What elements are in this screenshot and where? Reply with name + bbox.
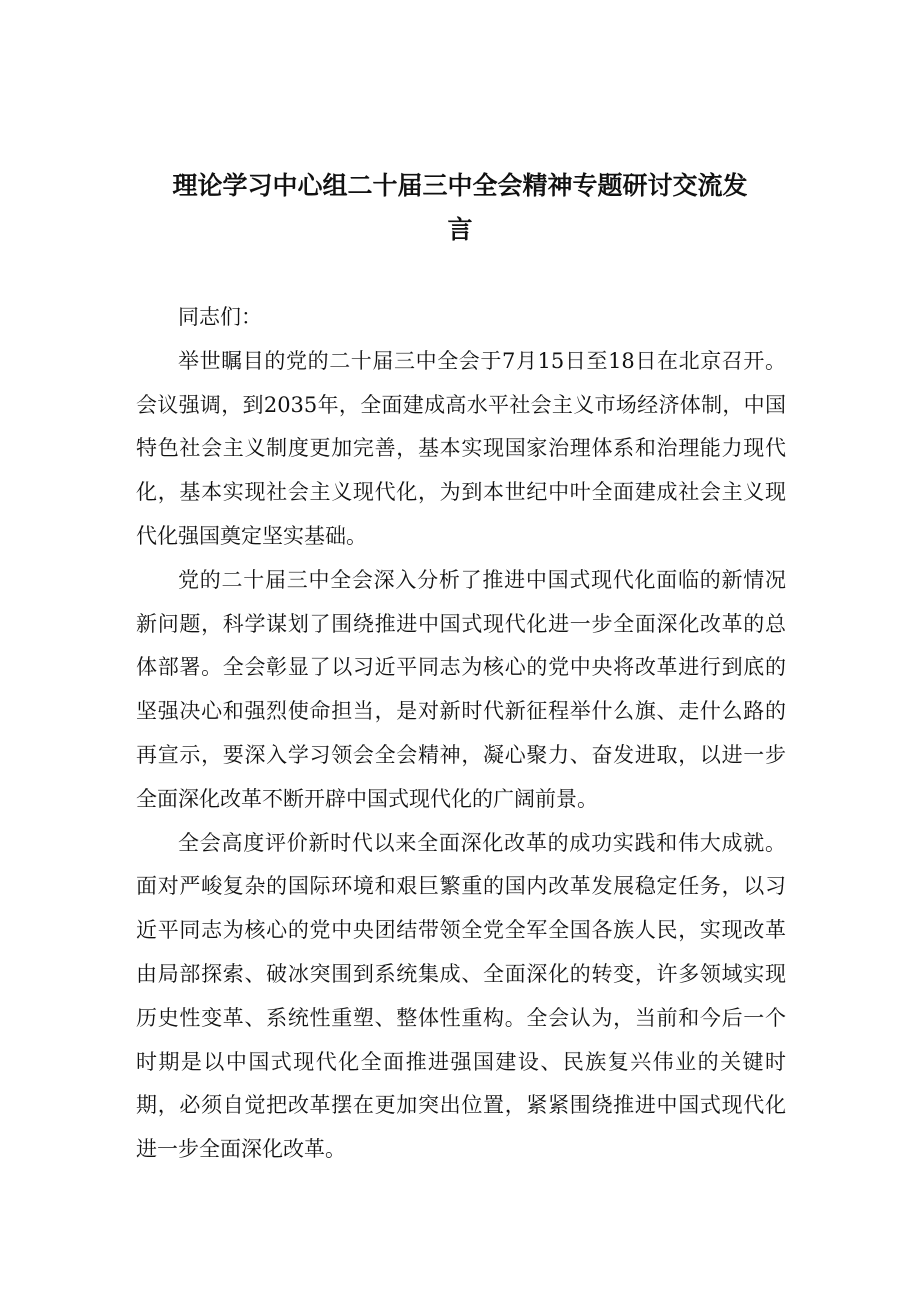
title-line-2: 言 (447, 215, 473, 244)
paragraph-1: 举世瞩目的党的二十届三中全会于7月15日至18日在北京召开。会议强调，到2035年，全面建成高水平社会主义市场经济体制，中国特色社会主义制度更加完善，基本实现国家治理体系和治理能力现代化，基本实现社会主义现代化，为到本世纪中叶全面建成社会主义现代化强国奠定坚实基础。 (136, 348, 786, 548)
paragraph-3: 全会高度评价新时代以来全面深化改革的成功实践和伟大成就。面对严峻复杂的国际环境和艰巨繁重的国内改革发展稳定任务，以习近平同志为核心的党中央团结带领全党全军全国各族人民，实现改革由局部探索、破冰突围到系统集成、全面深化的转变，许多领域实现历史性变革、系统性重塑、整体性重构。全会认为，当前和今后一个时期是以中国式现代化全面推进强国建设、民族复兴伟业的关键时期，必须自觉把改革摆在更加突出位置，紧紧围绕推进中国式现代化进一步全面深化改革。 (136, 830, 786, 1162)
salutation: 同志们： (178, 305, 262, 329)
paragraph-2: 党的二十届三中全会深入分析了推进中国式现代化面临的新情况新问题，科学谋划了围绕推进中国式现代化进一步全面深化改革的总体部署。全会彰显了以习近平同志为核心的党中央将改革进行到底的坚强决心和强烈使命担当，是对新时代新征程举什么旗、走什么路的再宣示，要深入学习领会全会精神，凝心聚力、奋发进取，以进一步全面深化改革不断开辟中国式现代化的广阔前景。 (136, 567, 786, 811)
document-title (150, 164, 770, 252)
document-body (136, 296, 786, 1172)
title-line-1: 理论学习中心组二十届三中全会精神专题研讨交流发 (172, 171, 748, 200)
